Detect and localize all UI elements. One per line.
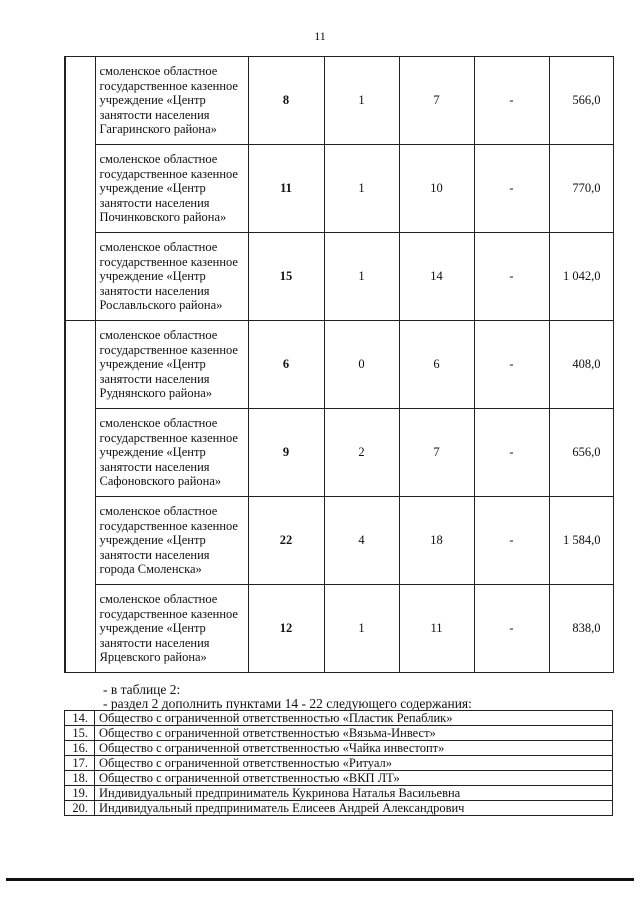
employment-centers-table xyxy=(64,56,614,673)
total-value: 8 xyxy=(248,57,324,145)
list-row xyxy=(65,726,613,741)
value-col2: 1 xyxy=(324,233,399,321)
note-section2: - раздел 2 дополнить пунктами 14 - 22 следующего содержания: xyxy=(103,696,472,711)
amount-value: 656,0 xyxy=(549,409,613,497)
institution-name: смоленское областное государственное казенное учреждение «Центр занятости населения города Смоленска» xyxy=(95,497,248,585)
institution-name: смоленское областное государственное казенное учреждение «Центр занятости населения Ярцевского района» xyxy=(95,585,248,673)
enterprise-name: Общество с ограниченной ответственностью «Пластик Репаблик» xyxy=(95,711,613,726)
value-col2: 2 xyxy=(324,409,399,497)
total-value: 9 xyxy=(248,409,324,497)
total-value: 12 xyxy=(248,585,324,673)
value-col2: 1 xyxy=(324,57,399,145)
bottom-rule xyxy=(6,878,634,881)
enterprise-name: Общество с ограниченной ответственностью «Чайка инвестопт» xyxy=(95,741,613,756)
list-row xyxy=(65,771,613,786)
institution-name: смоленское областное государственное казенное учреждение «Центр занятости населения Сафоновского района» xyxy=(95,409,248,497)
note-table2: - в таблице 2: xyxy=(103,682,181,697)
value-col4: - xyxy=(474,145,549,233)
enterprises-list-table xyxy=(64,710,613,816)
total-value: 11 xyxy=(248,145,324,233)
value-col4: - xyxy=(474,497,549,585)
table-row xyxy=(65,233,613,321)
value-col2: 4 xyxy=(324,497,399,585)
value-col3: 6 xyxy=(399,321,474,409)
amount-value: 408,0 xyxy=(549,321,613,409)
row-index: 20. xyxy=(65,801,95,816)
enterprise-name: Индивидуальный предприниматель Кукринова Наталья Васильевна xyxy=(95,786,613,801)
value-col4: - xyxy=(474,585,549,673)
row-index: 15. xyxy=(65,726,95,741)
amount-value: 1 042,0 xyxy=(549,233,613,321)
table-row xyxy=(65,57,613,145)
amount-value: 838,0 xyxy=(549,585,613,673)
row-index: 17. xyxy=(65,756,95,771)
enterprise-name: Индивидуальный предприниматель Елисеев Андрей Александрович xyxy=(95,801,613,816)
amount-value: 770,0 xyxy=(549,145,613,233)
amount-value: 566,0 xyxy=(549,57,613,145)
value-col2: 0 xyxy=(324,321,399,409)
enterprise-name: Общество с ограниченной ответственностью «Ритуал» xyxy=(95,756,613,771)
institution-name: смоленское областное государственное казенное учреждение «Центр занятости населения Гагаринского района» xyxy=(95,57,248,145)
value-col3: 10 xyxy=(399,145,474,233)
table-row xyxy=(65,409,613,497)
list-row xyxy=(65,711,613,726)
total-value: 6 xyxy=(248,321,324,409)
group-cell xyxy=(65,321,95,673)
row-index: 19. xyxy=(65,786,95,801)
table-row xyxy=(65,585,613,673)
value-col3: 7 xyxy=(399,57,474,145)
institution-name: смоленское областное государственное казенное учреждение «Центр занятости населения Починковского района» xyxy=(95,145,248,233)
value-col3: 11 xyxy=(399,585,474,673)
value-col2: 1 xyxy=(324,145,399,233)
list-row xyxy=(65,801,613,816)
value-col2: 1 xyxy=(324,585,399,673)
value-col3: 14 xyxy=(399,233,474,321)
table-row xyxy=(65,497,613,585)
page-number: 11 xyxy=(314,29,326,43)
group-cell xyxy=(65,57,95,321)
table-row xyxy=(65,145,613,233)
row-index: 14. xyxy=(65,711,95,726)
value-col4: - xyxy=(474,409,549,497)
value-col4: - xyxy=(474,321,549,409)
total-value: 22 xyxy=(248,497,324,585)
row-index: 16. xyxy=(65,741,95,756)
amount-value: 1 584,0 xyxy=(549,497,613,585)
list-row xyxy=(65,786,613,801)
institution-name: смоленское областное государственное казенное учреждение «Центр занятости населения Рославльского района» xyxy=(95,233,248,321)
list-row xyxy=(65,741,613,756)
row-index: 18. xyxy=(65,771,95,786)
table-row xyxy=(65,321,613,409)
value-col4: - xyxy=(474,57,549,145)
list-row xyxy=(65,756,613,771)
institution-name: смоленское областное государственное казенное учреждение «Центр занятости населения Руднянского района» xyxy=(95,321,248,409)
value-col3: 7 xyxy=(399,409,474,497)
enterprise-name: Общество с ограниченной ответственностью «Вязьма-Инвест» xyxy=(95,726,613,741)
value-col3: 18 xyxy=(399,497,474,585)
value-col4: - xyxy=(474,233,549,321)
enterprise-name: Общество с ограниченной ответственностью «ВКП ЛТ» xyxy=(95,771,613,786)
total-value: 15 xyxy=(248,233,324,321)
